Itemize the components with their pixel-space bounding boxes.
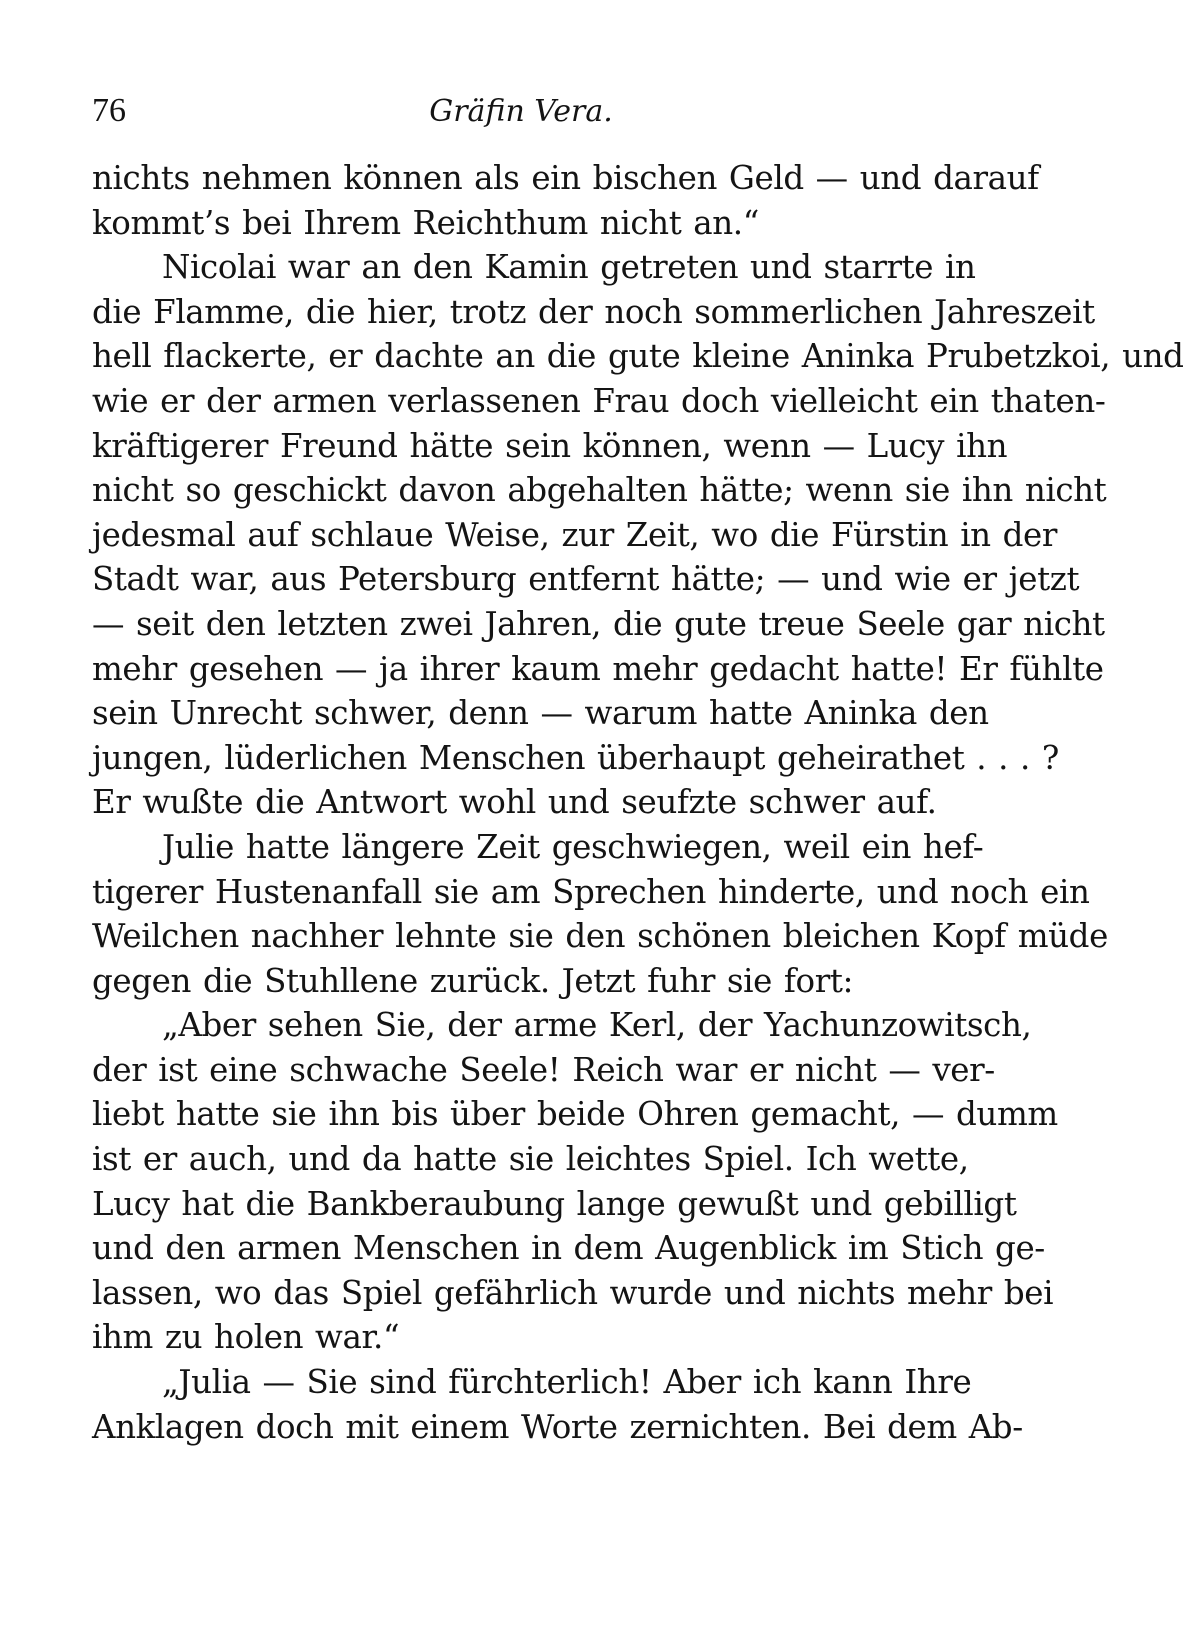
- text-line: nicht so geschickt davon abgehalten hätte; wenn sie ihn nicht: [92, 471, 1107, 510]
- text-line: jedesmal auf schlaue Weise, zur Zeit, wo die Fürstin in der: [92, 515, 1058, 554]
- page-number: 76: [92, 92, 126, 129]
- text-line: kräftigerer Freund hätte sein können, wenn — Lucy ihn: [92, 426, 1008, 465]
- text-line: Weilchen nachher lehnte sie den schönen bleichen Kopf müde: [92, 917, 1108, 956]
- text-line: gegen die Stuhllene zurück. Jetzt fuhr sie fort:: [92, 961, 854, 1000]
- text-line: Er wußte die Antwort wohl und seufzte schwer auf.: [92, 783, 937, 822]
- text-line: „Aber sehen Sie, der arme Kerl, der Yachunzowitsch,: [162, 1006, 1032, 1045]
- text-line: ihm zu holen war.“: [92, 1318, 400, 1357]
- text-line: und den armen Menschen in dem Augenblick im Stich ge-: [92, 1229, 1045, 1268]
- text-line: liebt hatte sie ihn bis über beide Ohren gemacht, — dumm: [92, 1095, 1058, 1134]
- body-text: [92, 156, 1184, 1449]
- text-line: jungen, lüderlichen Menschen überhaupt geheirathet . . . ?: [92, 738, 1059, 777]
- text-line: nichts nehmen können als ein bischen Geld — und darauf: [92, 159, 1039, 197]
- text-line: Stadt war, aus Petersburg entfernt hätte; — und wie er jetzt: [92, 560, 1080, 599]
- text-line: — seit den letzten zwei Jahren, die gute treue Seele gar nicht: [92, 604, 1105, 643]
- text-line: Lucy hat die Bankberaubung lange gewußt und gebilligt: [92, 1184, 1017, 1223]
- text-line: hell flackerte, er dachte an die gute kleine Aninka Prubetzkoi, und: [92, 337, 1184, 376]
- page-header: [92, 92, 910, 142]
- running-title: Gräfin Vera.: [429, 94, 613, 129]
- text-line: kommt’s bei Ihrem Reichthum nicht an.“: [92, 203, 759, 242]
- text-line: Anklagen doch mit einem Worte zernichten. Bei dem Ab-: [92, 1407, 1023, 1446]
- text-line: Julie hatte längere Zeit geschwiegen, weil ein hef-: [162, 827, 984, 866]
- text-line: lassen, wo das Spiel gefährlich wurde und nichts mehr bei: [92, 1273, 1054, 1312]
- text-line: „Julia — Sie sind fürchterlich! Aber ich kann Ihre: [162, 1363, 972, 1402]
- text-line: tigerer Hustenanfall sie am Sprechen hinderte, und noch ein: [92, 872, 1090, 911]
- text-line: ist er auch, und da hatte sie leichtes Spiel. Ich wette,: [92, 1140, 969, 1179]
- text-line: Nicolai war an den Kamin getreten und starrte in: [162, 248, 976, 287]
- text-line: die Flamme, die hier, trotz der noch sommerlichen Jahreszeit: [92, 292, 1095, 331]
- text-line: wie er der armen verlassenen Frau doch vielleicht ein thaten-: [92, 381, 1106, 420]
- text-line: der ist eine schwache Seele! Reich war er nicht — ver-: [92, 1050, 995, 1089]
- text-line: mehr gesehen — ja ihrer kaum mehr gedacht hatte! Er fühlte: [92, 649, 1104, 688]
- text-line: sein Unrecht schwer, denn — warum hatte Aninka den: [92, 694, 989, 733]
